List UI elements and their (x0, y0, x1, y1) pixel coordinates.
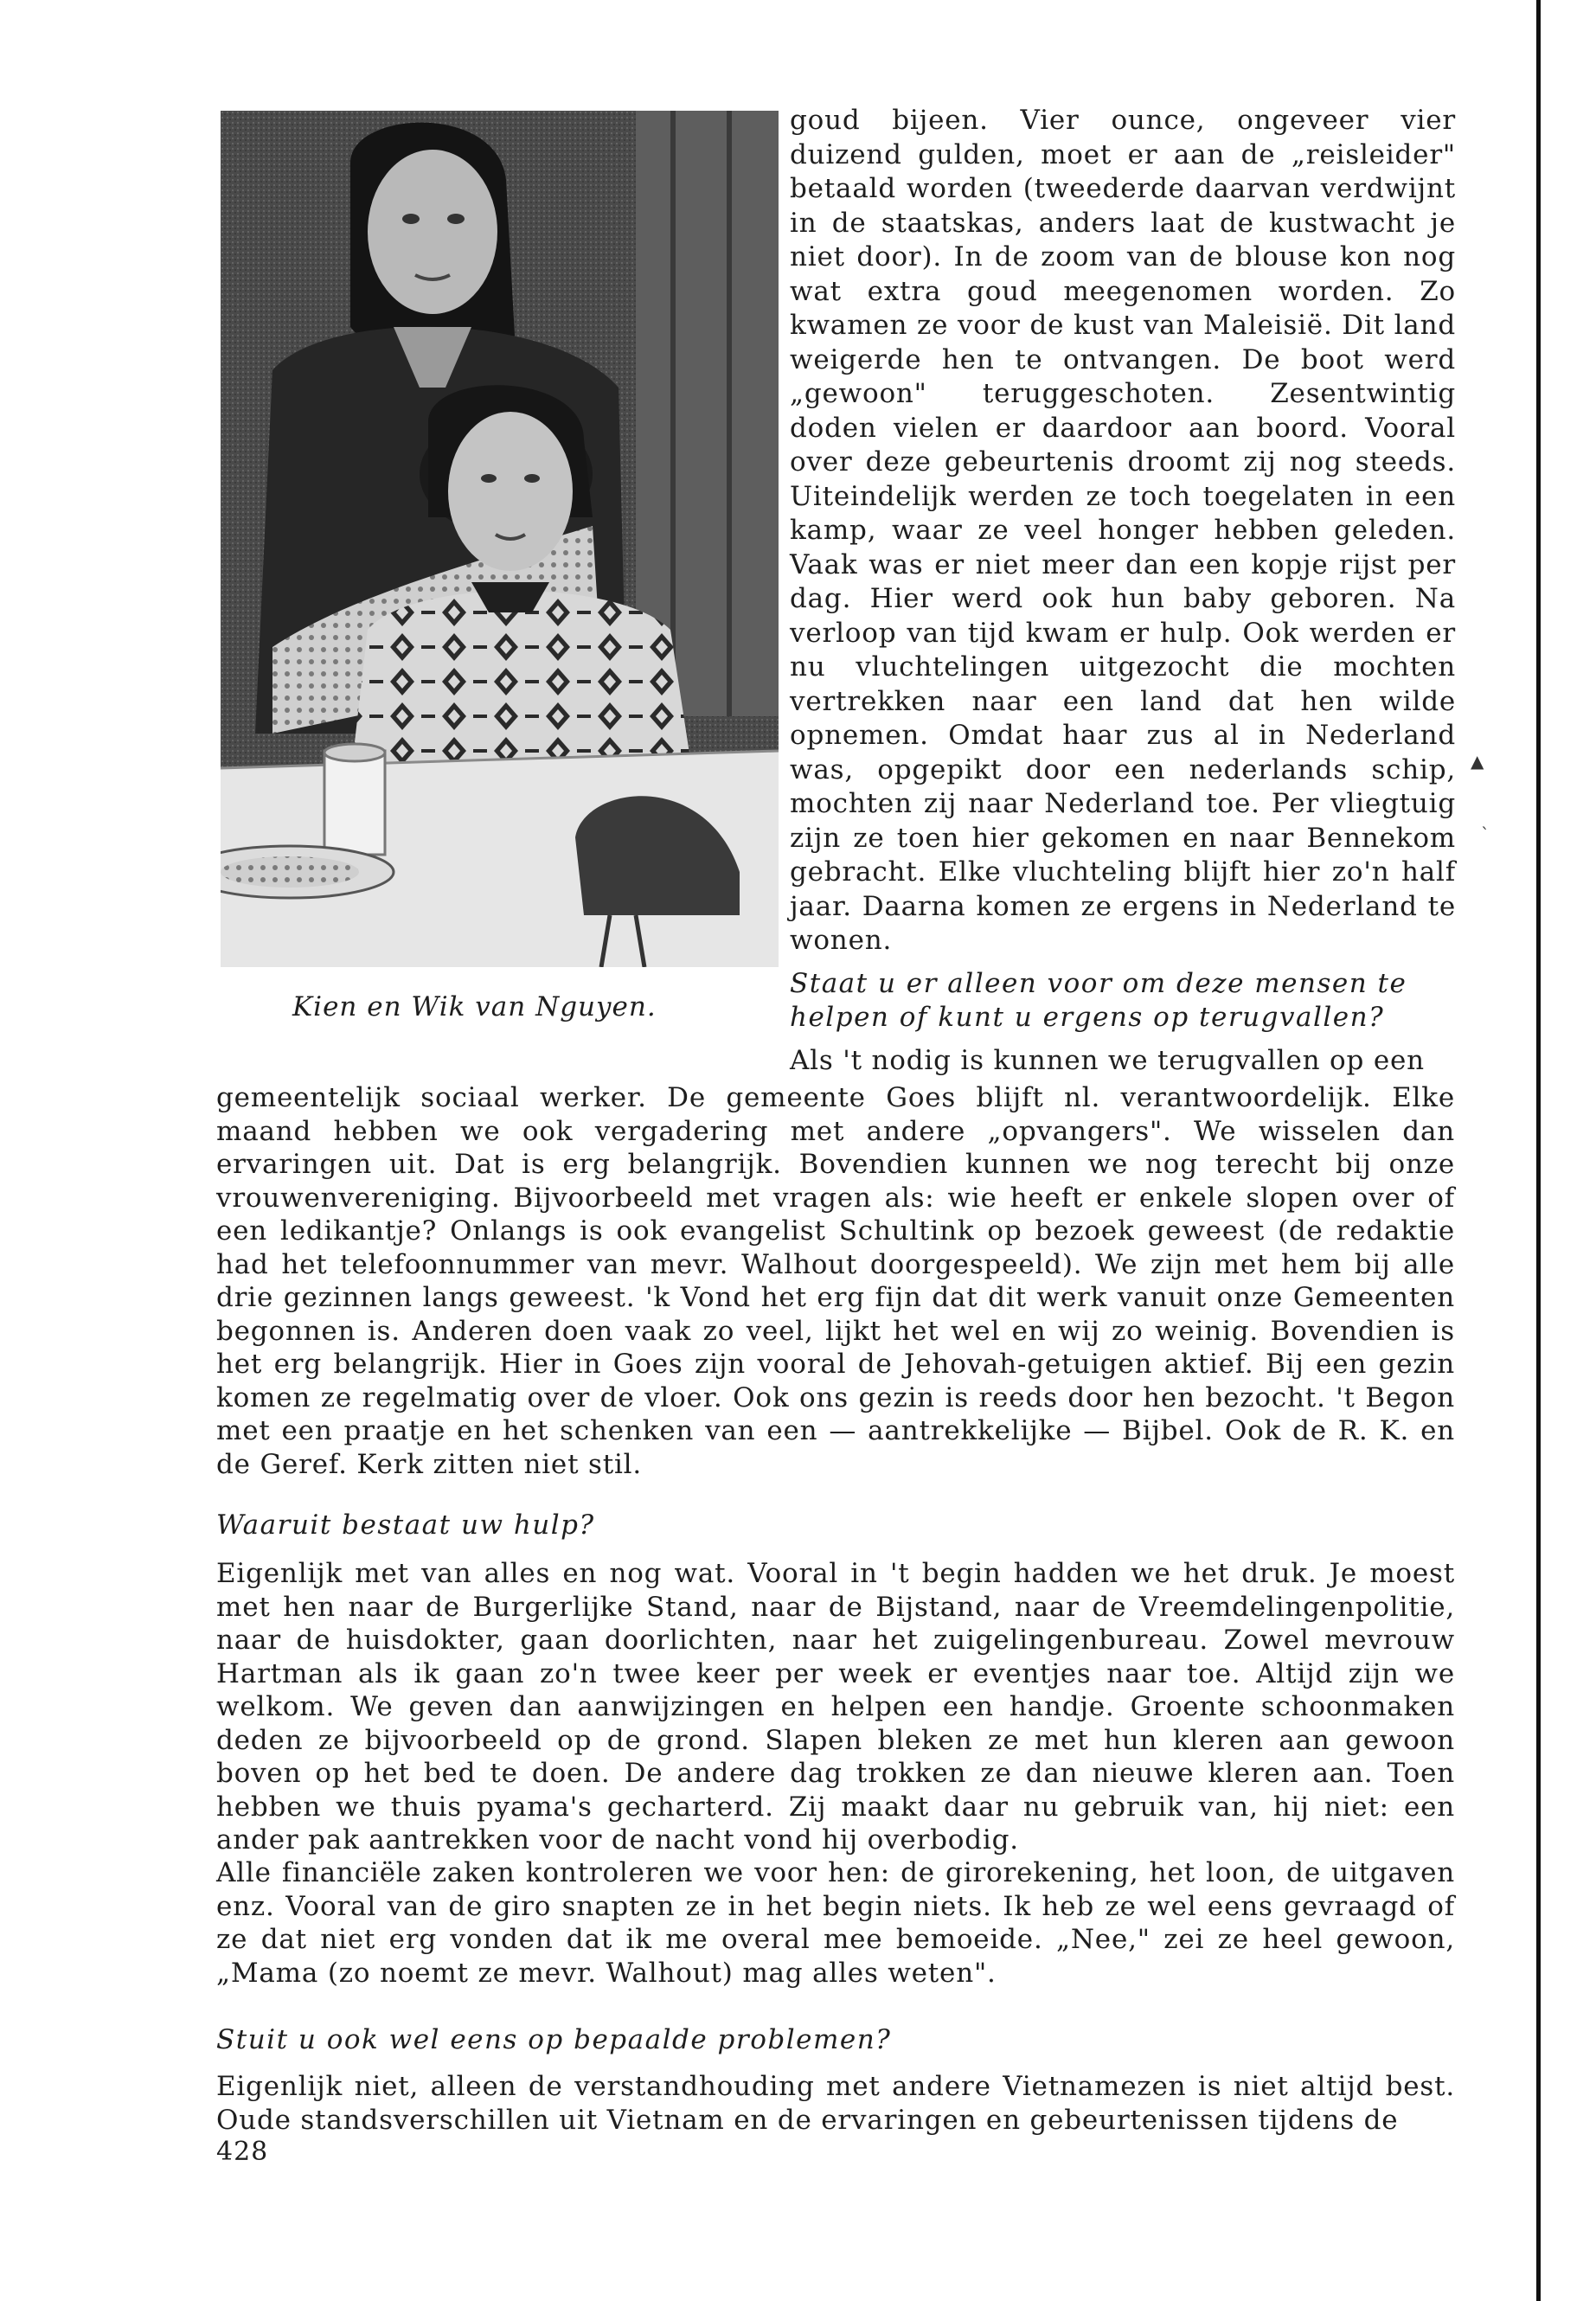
answer-support-first-line: Als 't nodig is kunnen we terugvallen op een (790, 1045, 1425, 1076)
margin-mark-tick: ` (1481, 824, 1490, 844)
question-problems: Stuit u ook wel eens op bepaalde problemen? (216, 2024, 892, 2055)
article-photo (221, 111, 779, 967)
answer-support-body: gemeentelijk sociaal werker. De gemeente Goes blijft nl. verantwoordelijk. Elke maand hebben we ook vergadering met andere „opvangers". We wisselen dan ervaringen uit. Dat is erg belangrijk. Bovendien kunnen we nog terecht bij onze vrouwenvereniging. Bijvoorbeeld met vragen als: wie heeft er enkele slopen over of een ledikantje? Onlangs is ook evangelist Schultink op bezoek geweest (de redaktie had het telefoonnummer van mevr. Walhout doorgespeeld). We zijn met hem bij alle drie gezinnen langs geweest. 'k Vond het erg fijn dat dit werk vanuit onze Gemeenten begonnen is. Anderen doen vaak zo veel, lijkt het wel en wij zo weinig. Bovendien is het erg belangrijk. Hier in Goes zijn vooral de Jehovah-getuigen aktief. Bij een gezin komen ze regelmatig over de vloer. Ook ons gezin is reeds door hen bezocht. 't Begon met een praatje en het schenken van een — aantrekkelijke — Bijbel. Ook de R. K. en de Geref. Kerk zitten niet stil. (216, 1082, 1455, 1480)
question-support: Staat u er alleen voor om deze mensen te helpen of kunt u ergens op terugvallen? (790, 968, 1407, 1033)
question-help: Waaruit bestaat uw hulp? (216, 1509, 595, 1541)
right-column-text: goud bijeen. Vier ounce, ongeveer vier duizend gulden, moet er aan de „reisleider" betaald worden (tweederde daarvan verdwijnt in de staatskas, anders laat de kustwacht je niet door). In de zoom van de blouse kon nog wat extra goud meegenomen worden. Zo kwamen ze voor de kust van Maleisië. Dit land weigerde hen te ontvangen. De boot werd „gewoon" teruggeschoten. Zesentwintig doden vielen er daardoor aan boord. Vooral over deze gebeurtenis droomt zij nog steeds. Uiteindelijk werden ze toch toegelaten in een kamp, waar ze veel honger hebben geleden. Vaak was er niet meer dan een kopje rijst per dag. Hier werd ook hun baby geboren. Na verloop van tijd kwam er hulp. Ook werden er nu vluchtelingen uitgezocht die mochten vertrekken naar een land dat hen wilde opnemen. Omdat haar zus al in Nederland was, opgepikt door een nederlands schip, mochten zij naar Nederland toe. Per vliegtuig zijn ze toen hier gekomen en naar Bennekom gebracht. Elke vluchteling blijft hier zo'n half jaar. Daarna komen ze ergens in Nederland te wonen. (790, 105, 1456, 956)
answer-help-paragraph-1: Eigenlijk met van alles en nog wat. Vooral in 't begin hadden we het druk. Je moest met hen naar de Burgerlijke Stand, naar de Bijstand, naar de Vreemdelingenpolitie, naar de huisdokter, gaan doorlichten, naar het zuigelingenbureau. Zowel mevrouw Hartman als ik gaan zo'n twee keer per week er eventjes naar toe. Altijd zijn we welkom. We geven dan aanwijzingen en helpen een handje. Groente schoonmaken deden ze bijvoorbeeld op de grond. Slapen bleken ze met hun kleren aan gewoon boven op het bed te doen. De andere dag trokken ze dan nieuwe kleren aan. Toen hebben we thuis pyama's gecharterd. Zij maakt daar nu gebruik van, hij niet: een ander pak aantrekken voor de nacht vond hij overbodig. (216, 1558, 1455, 1856)
page-edge-rule (1536, 0, 1541, 2301)
page-number: 428 (216, 2137, 269, 2167)
margin-mark-caret: ▲ (1471, 751, 1484, 772)
answer-problems: Eigenlijk niet, alleen de verstandhouding met andere Vietnamezen is niet altijd best. Oude standsverschillen uit Vietnam en de ervaringen en gebeurtenissen tijdens de (216, 2071, 1455, 2136)
photo-caption: Kien en Wik van Nguyen. (292, 991, 657, 1022)
answer-help-paragraph-2: Alle financiële zaken kontroleren we voor hen: de girorekening, het loon, de uitgaven enz. Vooral van de giro snapten ze in het begin niets. Ik heb ze wel eens gevraagd of ze dat niet erg vonden dat ik me overal mee bemoeide. „Nee," zei ze heel gewoon, „Mama (zo noemt ze mevr. Walhout) mag alles weten". (216, 1857, 1455, 1989)
photo-illustration (221, 111, 779, 967)
